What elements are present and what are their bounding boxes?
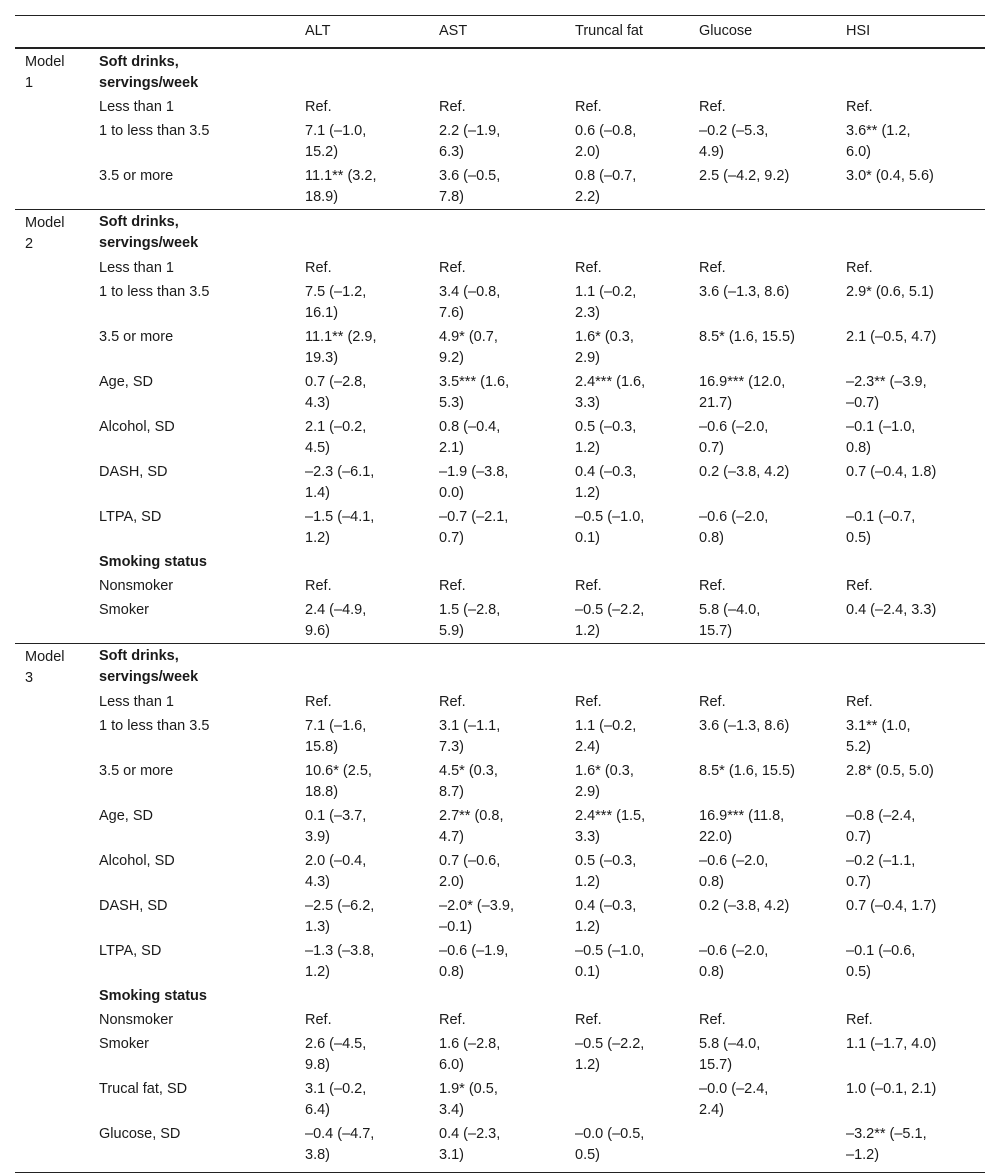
cell-alt: Ref. bbox=[305, 1012, 332, 1028]
group-heading: Smoking status bbox=[99, 554, 207, 570]
variable-label: 1 to less than 3.5 bbox=[99, 123, 210, 139]
cell-glucose: Ref. bbox=[699, 578, 726, 594]
cell-glucose: 8.5* (1.6, 15.5) bbox=[699, 329, 795, 345]
cell-truncal-fat: Ref. bbox=[575, 99, 602, 115]
model-label bbox=[15, 1122, 99, 1173]
table-row bbox=[15, 325, 985, 370]
cell-ast: –2.0* (–3.9, –0.1) bbox=[439, 898, 514, 935]
cell-alt: –1.3 (–3.8, 1.2) bbox=[305, 943, 375, 980]
cell-glucose: Ref. bbox=[699, 694, 726, 710]
table-row bbox=[15, 505, 985, 550]
cell-glucose bbox=[695, 1122, 842, 1173]
variable-label: 3.5 or more bbox=[99, 763, 174, 779]
cell-truncal-fat: 1.1 (–0.2, 2.4) bbox=[575, 718, 637, 755]
cell-hsi: 2.8* (0.5, 5.0) bbox=[846, 763, 934, 779]
model-label bbox=[15, 804, 99, 849]
model-label bbox=[15, 714, 99, 759]
cell-truncal-fat: 0.5 (–0.3, 1.2) bbox=[575, 853, 637, 890]
cell-alt: 3.1 (–0.2, 6.4) bbox=[305, 1081, 367, 1118]
cell-glucose: –0.6 (–2.0, 0.7) bbox=[699, 419, 769, 456]
cell-alt: 2.6 (–4.5, 9.8) bbox=[305, 1036, 367, 1073]
table-row bbox=[15, 644, 985, 691]
cell-truncal-fat: 0.5 (–0.3, 1.2) bbox=[575, 419, 637, 456]
cell-ast: 0.4 (–2.3, 3.1) bbox=[435, 1122, 571, 1173]
cell-hsi: –0.1 (–1.0, 0.8) bbox=[846, 419, 916, 456]
regression-results-table bbox=[15, 15, 985, 1173]
cell-ast: 2.7** (0.8, 4.7) bbox=[439, 808, 504, 845]
variable-label: Alcohol, SD bbox=[99, 419, 175, 435]
cell-truncal-fat: 1.6* (0.3, 2.9) bbox=[575, 763, 634, 800]
table-row bbox=[15, 1032, 985, 1077]
table-row bbox=[15, 95, 985, 119]
model-label bbox=[15, 1077, 99, 1122]
cell-truncal-fat: 0.6 (–0.8, 2.0) bbox=[575, 123, 637, 160]
model-label bbox=[15, 1008, 99, 1032]
model-label bbox=[15, 119, 99, 164]
cell-hsi: 0.7 (–0.4, 1.8) bbox=[846, 464, 937, 480]
cell-truncal-fat: 2.4*** (1.5, 3.3) bbox=[575, 808, 646, 845]
cell-glucose: 16.9*** (11.8, 22.0) bbox=[699, 808, 785, 845]
cell-hsi: –0.8 (–2.4, 0.7) bbox=[846, 808, 916, 845]
cell-truncal-fat bbox=[571, 210, 695, 257]
table-row bbox=[15, 280, 985, 325]
model-label bbox=[15, 325, 99, 370]
cell-glucose bbox=[695, 644, 842, 691]
group-heading: Soft drinks, servings/week bbox=[99, 54, 199, 91]
model-label bbox=[15, 849, 99, 894]
model-label bbox=[15, 164, 99, 210]
cell-alt bbox=[301, 48, 435, 95]
table-row bbox=[15, 849, 985, 894]
table-row bbox=[15, 460, 985, 505]
variable-label: DASH, SD bbox=[99, 464, 168, 480]
cell-ast: Ref. bbox=[439, 99, 466, 115]
cell-hsi: 0.4 (–2.4, 3.3) bbox=[846, 602, 937, 618]
model-label bbox=[15, 415, 99, 460]
cell-ast: 1.6 (–2.8, 6.0) bbox=[439, 1036, 501, 1073]
cell-hsi bbox=[842, 210, 985, 257]
cell-ast: Ref. bbox=[439, 578, 466, 594]
cell-alt: 10.6* (2.5, 18.8) bbox=[305, 763, 372, 800]
cell-glucose: 5.8 (–4.0, 15.7) bbox=[699, 1036, 761, 1073]
model-label bbox=[15, 256, 99, 280]
cell-ast: Ref. bbox=[439, 1012, 466, 1028]
cell-alt: –2.5 (–6.2, 1.3) bbox=[305, 898, 375, 935]
cell-ast: 4.5* (0.3, 8.7) bbox=[439, 763, 498, 800]
cell-alt: 2.4 (–4.9, 9.6) bbox=[305, 602, 367, 639]
cell-alt: Ref. bbox=[305, 694, 332, 710]
cell-glucose: 16.9*** (12.0, 21.7) bbox=[699, 374, 786, 411]
cell-hsi: 2.9* (0.6, 5.1) bbox=[846, 284, 934, 300]
table-header bbox=[15, 16, 985, 49]
cell-alt: Ref. bbox=[305, 99, 332, 115]
model-label bbox=[15, 550, 99, 574]
cell-truncal-fat: Ref. bbox=[575, 694, 602, 710]
cell-truncal-fat: –0.0 (–0.5, 0.5) bbox=[571, 1122, 695, 1173]
cell-truncal-fat: –0.5 (–2.2, 1.2) bbox=[575, 602, 645, 639]
table-row bbox=[15, 48, 985, 95]
variable-label: Smoker bbox=[99, 602, 149, 618]
cell-hsi: 3.0* (0.4, 5.6) bbox=[846, 168, 934, 184]
model-label: Model 1 bbox=[25, 54, 65, 91]
variable-label: Less than 1 bbox=[99, 694, 174, 710]
cell-hsi: –2.3** (–3.9, –0.7) bbox=[846, 374, 927, 411]
header-variable bbox=[99, 16, 301, 49]
model-label bbox=[15, 370, 99, 415]
cell-truncal-fat bbox=[571, 550, 695, 574]
cell-hsi: 2.1 (–0.5, 4.7) bbox=[846, 329, 937, 345]
cell-glucose: –0.6 (–2.0, 0.8) bbox=[699, 943, 769, 980]
table-row bbox=[15, 939, 985, 984]
table-row bbox=[15, 598, 985, 644]
cell-hsi bbox=[842, 550, 985, 574]
variable-label: LTPA, SD bbox=[99, 943, 162, 959]
cell-glucose bbox=[695, 984, 842, 1008]
variable-label: Smoker bbox=[99, 1036, 149, 1052]
cell-glucose: Ref. bbox=[699, 260, 726, 276]
table-row bbox=[15, 210, 985, 257]
table-body bbox=[15, 48, 985, 1173]
cell-alt bbox=[301, 984, 435, 1008]
cell-glucose: 3.6 (–1.3, 8.6) bbox=[699, 284, 790, 300]
model-label bbox=[15, 95, 99, 119]
cell-ast: 0.7 (–0.6, 2.0) bbox=[439, 853, 501, 890]
cell-alt: 2.0 (–0.4, 4.3) bbox=[305, 853, 367, 890]
model-label: Model 3 bbox=[15, 644, 99, 691]
cell-alt: 2.1 (–0.2, 4.5) bbox=[305, 419, 367, 456]
cell-ast bbox=[435, 48, 571, 95]
cell-ast: 3.6 (–0.5, 7.8) bbox=[439, 168, 501, 205]
variable-label: DASH, SD bbox=[99, 898, 168, 914]
variable-label: 1 to less than 3.5 bbox=[99, 284, 210, 300]
table-row bbox=[15, 984, 985, 1008]
table-row bbox=[15, 759, 985, 804]
cell-alt bbox=[301, 644, 435, 691]
cell-hsi: 1.0 (–0.1, 2.1) bbox=[846, 1081, 937, 1097]
table-row bbox=[15, 574, 985, 598]
cell-ast: 3.5*** (1.6, 5.3) bbox=[439, 374, 510, 411]
cell-alt: Ref. bbox=[305, 260, 332, 276]
table-row bbox=[15, 714, 985, 759]
cell-hsi: 0.7 (–0.4, 1.7) bbox=[846, 898, 937, 914]
header-glucose: Glucose bbox=[695, 16, 842, 49]
cell-alt: 7.1 (–1.6, 15.8) bbox=[305, 718, 367, 755]
cell-ast: 1.9* (0.5, 3.4) bbox=[439, 1081, 498, 1118]
cell-glucose: 0.2 (–3.8, 4.2) bbox=[699, 464, 790, 480]
cell-hsi: –0.1 (–0.6, 0.5) bbox=[846, 943, 916, 980]
cell-hsi: 3.1** (1.0, 5.2) bbox=[846, 718, 911, 755]
cell-ast: –0.6 (–1.9, 0.8) bbox=[439, 943, 509, 980]
cell-truncal-fat: 0.4 (–0.3, 1.2) bbox=[575, 464, 637, 501]
header-model bbox=[15, 16, 99, 49]
group-heading: Soft drinks, servings/week bbox=[99, 210, 301, 257]
cell-truncal-fat: –0.5 (–2.2, 1.2) bbox=[575, 1036, 645, 1073]
header-alt: ALT bbox=[301, 16, 435, 49]
variable-label: 3.5 or more bbox=[99, 329, 174, 345]
cell-hsi: Ref. bbox=[846, 260, 873, 276]
results-table-container bbox=[15, 15, 985, 1173]
cell-glucose: 3.6 (–1.3, 8.6) bbox=[699, 718, 790, 734]
cell-glucose: –0.6 (–2.0, 0.8) bbox=[699, 509, 769, 546]
cell-alt: 11.1** (2.9, 19.3) bbox=[305, 329, 377, 366]
table-row bbox=[15, 1008, 985, 1032]
group-heading: Soft drinks, servings/week bbox=[99, 644, 301, 691]
cell-hsi: 3.6** (1.2, 6.0) bbox=[846, 123, 911, 160]
cell-hsi: –0.1 (–0.7, 0.5) bbox=[846, 509, 916, 546]
cell-glucose: Ref. bbox=[699, 99, 726, 115]
table-row bbox=[15, 256, 985, 280]
cell-truncal-fat: Ref. bbox=[575, 1012, 602, 1028]
table-row bbox=[15, 1077, 985, 1122]
cell-glucose: 0.2 (–3.8, 4.2) bbox=[699, 898, 790, 914]
cell-glucose bbox=[695, 550, 842, 574]
model-label bbox=[15, 939, 99, 984]
model-label bbox=[15, 598, 99, 644]
group-heading: Smoking status bbox=[99, 988, 207, 1004]
cell-truncal-fat: 1.1 (–0.2, 2.3) bbox=[575, 284, 637, 321]
variable-label: Nonsmoker bbox=[99, 1012, 174, 1028]
variable-label: Age, SD bbox=[99, 374, 153, 390]
cell-hsi: 1.1 (–1.7, 4.0) bbox=[846, 1036, 937, 1052]
variable-label: Alcohol, SD bbox=[99, 853, 175, 869]
header-ast: AST bbox=[435, 16, 571, 49]
cell-ast: 0.8 (–0.4, 2.1) bbox=[439, 419, 501, 456]
cell-ast bbox=[435, 210, 571, 257]
cell-ast: 3.1 (–1.1, 7.3) bbox=[439, 718, 501, 755]
cell-hsi: –0.2 (–1.1, 0.7) bbox=[846, 853, 916, 890]
cell-ast: Ref. bbox=[439, 260, 466, 276]
cell-truncal-fat: –0.5 (–1.0, 0.1) bbox=[575, 509, 645, 546]
cell-alt: –2.3 (–6.1, 1.4) bbox=[305, 464, 375, 501]
cell-alt: 0.1 (–3.7, 3.9) bbox=[305, 808, 367, 845]
model-label bbox=[15, 984, 99, 1008]
table-row bbox=[15, 894, 985, 939]
cell-alt: 11.1** (3.2, 18.9) bbox=[305, 168, 377, 205]
cell-alt: 7.5 (–1.2, 16.1) bbox=[305, 284, 367, 321]
cell-truncal-fat bbox=[571, 644, 695, 691]
table-row bbox=[15, 119, 985, 164]
variable-label: Less than 1 bbox=[99, 99, 174, 115]
header-hsi: HSI bbox=[842, 16, 985, 49]
table-row bbox=[15, 690, 985, 714]
cell-glucose: 5.8 (–4.0, 15.7) bbox=[699, 602, 761, 639]
table-row bbox=[15, 1122, 985, 1173]
cell-hsi bbox=[842, 48, 985, 95]
variable-label: Nonsmoker bbox=[99, 578, 174, 594]
cell-truncal-fat: 0.8 (–0.7, 2.2) bbox=[575, 168, 637, 205]
header-row bbox=[15, 16, 985, 49]
model-label bbox=[15, 574, 99, 598]
cell-hsi: Ref. bbox=[846, 578, 873, 594]
cell-alt: 7.1 (–1.0, 15.2) bbox=[305, 123, 367, 160]
table-row bbox=[15, 370, 985, 415]
table-row bbox=[15, 804, 985, 849]
cell-hsi bbox=[842, 984, 985, 1008]
cell-ast: 2.2 (–1.9, 6.3) bbox=[439, 123, 501, 160]
cell-hsi bbox=[842, 644, 985, 691]
cell-truncal-fat: –0.5 (–1.0, 0.1) bbox=[575, 943, 645, 980]
cell-glucose: –0.2 (–5.3, 4.9) bbox=[699, 123, 769, 160]
cell-glucose bbox=[695, 210, 842, 257]
cell-truncal-fat: 2.4*** (1.6, 3.3) bbox=[575, 374, 646, 411]
cell-glucose bbox=[695, 48, 842, 95]
cell-glucose: –0.0 (–2.4, 2.4) bbox=[699, 1081, 769, 1118]
model-label bbox=[15, 280, 99, 325]
cell-alt: –1.5 (–4.1, 1.2) bbox=[305, 509, 375, 546]
cell-glucose: 8.5* (1.6, 15.5) bbox=[699, 763, 795, 779]
variable-label: Age, SD bbox=[99, 808, 153, 824]
cell-truncal-fat: Ref. bbox=[575, 260, 602, 276]
cell-alt bbox=[301, 210, 435, 257]
variable-label: Less than 1 bbox=[99, 260, 174, 276]
model-label bbox=[15, 1032, 99, 1077]
cell-truncal-fat bbox=[571, 984, 695, 1008]
cell-truncal-fat: 1.6* (0.3, 2.9) bbox=[575, 329, 634, 366]
cell-glucose: Ref. bbox=[699, 1012, 726, 1028]
cell-ast bbox=[435, 984, 571, 1008]
table-row bbox=[15, 550, 985, 574]
header-truncal-fat: Truncal fat bbox=[571, 16, 695, 49]
cell-truncal-fat: Ref. bbox=[575, 578, 602, 594]
table-row bbox=[15, 164, 985, 210]
cell-alt bbox=[301, 550, 435, 574]
table-row bbox=[15, 415, 985, 460]
model-label bbox=[15, 505, 99, 550]
cell-truncal-fat bbox=[571, 48, 695, 95]
cell-alt: Ref. bbox=[305, 578, 332, 594]
model-label bbox=[15, 894, 99, 939]
cell-truncal-fat: 0.4 (–0.3, 1.2) bbox=[575, 898, 637, 935]
model-label bbox=[15, 759, 99, 804]
cell-truncal-fat bbox=[571, 1077, 695, 1122]
model-label bbox=[15, 460, 99, 505]
cell-hsi: Ref. bbox=[846, 1012, 873, 1028]
cell-ast: 4.9* (0.7, 9.2) bbox=[439, 329, 498, 366]
model-label bbox=[15, 690, 99, 714]
cell-ast: 1.5 (–2.8, 5.9) bbox=[439, 602, 501, 639]
cell-hsi: –3.2** (–5.1, –1.2) bbox=[842, 1122, 985, 1173]
variable-label: 1 to less than 3.5 bbox=[99, 718, 210, 734]
cell-ast bbox=[435, 644, 571, 691]
cell-glucose: –0.6 (–2.0, 0.8) bbox=[699, 853, 769, 890]
cell-ast: 3.4 (–0.8, 7.6) bbox=[439, 284, 501, 321]
variable-label: Glucose, SD bbox=[99, 1122, 301, 1173]
cell-alt: –0.4 (–4.7, 3.8) bbox=[301, 1122, 435, 1173]
variable-label: LTPA, SD bbox=[99, 509, 162, 525]
cell-alt: 0.7 (–2.8, 4.3) bbox=[305, 374, 367, 411]
cell-hsi: Ref. bbox=[846, 694, 873, 710]
cell-glucose: 2.5 (–4.2, 9.2) bbox=[699, 168, 790, 184]
variable-label: Trucal fat, SD bbox=[99, 1081, 188, 1097]
cell-hsi: Ref. bbox=[846, 99, 873, 115]
cell-ast bbox=[435, 550, 571, 574]
cell-ast: Ref. bbox=[439, 694, 466, 710]
cell-ast: –1.9 (–3.8, 0.0) bbox=[439, 464, 509, 501]
cell-ast: –0.7 (–2.1, 0.7) bbox=[439, 509, 509, 546]
variable-label: 3.5 or more bbox=[99, 168, 174, 184]
model-label: Model 2 bbox=[15, 210, 99, 257]
